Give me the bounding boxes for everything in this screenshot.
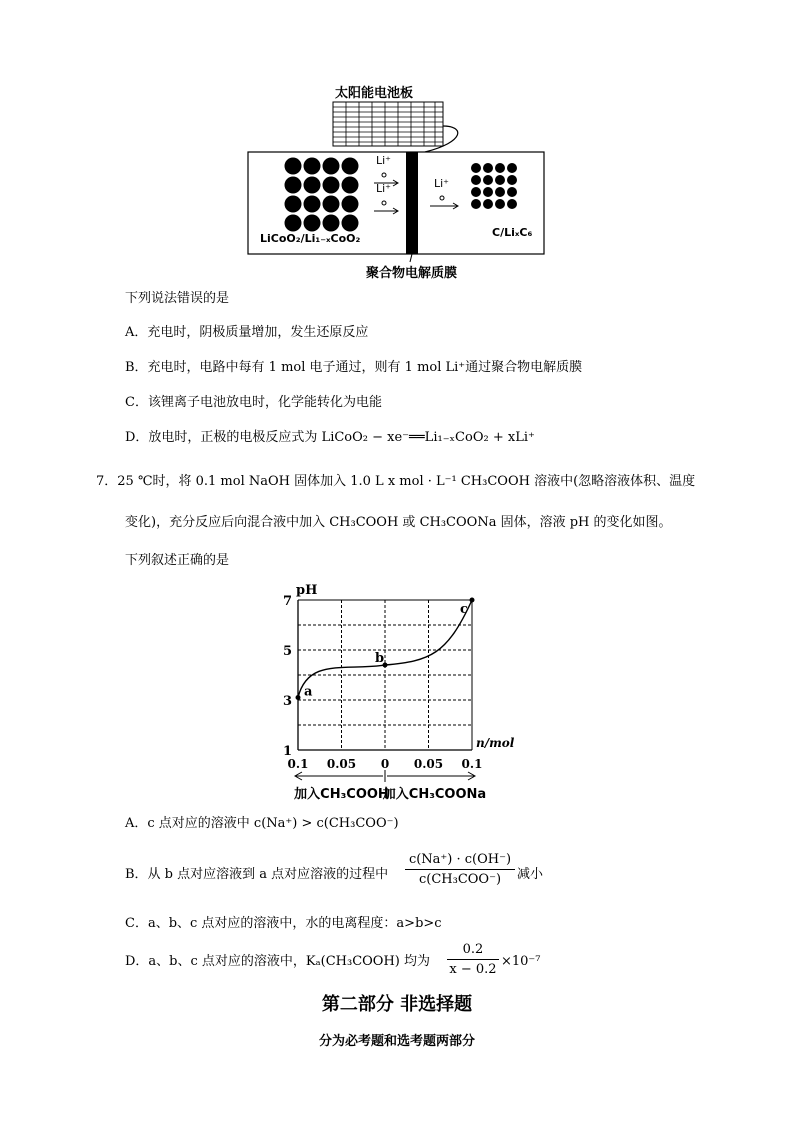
q6-option-c: C．该锂离子电池放电时，化学能转化为电能 [125, 395, 382, 410]
ion-label-2: Li⁺ [376, 182, 391, 195]
y-tick-label: 5 [282, 644, 292, 659]
q7-line1: 7．25 ℃时，将 0.1 mol NaOH 固体加入 1.0 L x mol · L⁻¹ CH₃COOH 溶液中(忽略溶液体积、温度 [96, 474, 696, 489]
ion-label-1: Li⁺ [376, 154, 391, 167]
left-arrow-label: 加入CH₃COOH [294, 787, 389, 800]
solar-panel-grid [333, 102, 443, 146]
point-label-b: b [375, 651, 385, 666]
part2-subtitle: 分为必考题和选考题两部分 [318, 1034, 475, 1049]
q7-option-d-prefix: D．a、b、c 点对应的溶液中，Kₐ(CH₃COOH) 均为 [125, 954, 431, 969]
x-tick-label: 0.1 [287, 757, 309, 771]
point-a [296, 695, 301, 700]
x-tick-label: 0.1 [461, 757, 483, 771]
cathode-label: LiCoO₂/Li₁₋ₓCoO₂ [260, 232, 361, 245]
ph-chart-svg [270, 578, 530, 800]
right-arrow-label: 加入CH₃COONa [382, 787, 487, 800]
ion-label-3: Li⁺ [434, 177, 449, 190]
battery-svg [240, 80, 550, 280]
q7-option-b-suffix: 减小 [517, 867, 544, 882]
y-tick-label: 1 [282, 744, 292, 759]
q7-option-b [125, 852, 685, 898]
q7-option-b-denominator: c(CH₃COO⁻) [418, 872, 502, 887]
y-axis-label: pH [296, 583, 318, 598]
q7-option-b-fraction [405, 852, 515, 887]
q7-stem: 下列叙述正确的是 [125, 553, 230, 568]
x-tick-label: 0 [380, 757, 390, 771]
q7-option-d-numerator: 0.2 [447, 942, 499, 960]
part2-title: 第二部分 非选择题 [321, 994, 473, 1015]
q7-option-d-denominator: x − 0.2 [449, 962, 497, 977]
anode-label: C/LiₓC₆ [492, 226, 533, 239]
q7-option-b-numerator: c(Na⁺) · c(OH⁻) [405, 852, 515, 870]
q7-option-a: A．c 点对应的溶液中 c(Na⁺) > c(CH₃COO⁻) [125, 816, 399, 831]
x-tick-label: 0.05 [413, 757, 444, 771]
q6-option-d: D．放电时，正极的电极反应式为 LiCoO₂ − xe⁻══Li₁₋ₓCoO₂ + xLi⁺ [125, 430, 535, 445]
membrane [406, 152, 418, 254]
q7-option-d-suffix: ×10⁻⁷ [501, 954, 541, 969]
point-label-c: c [460, 602, 468, 617]
membrane-label: 聚合物电解质膜 [366, 266, 458, 281]
point-c [470, 598, 475, 603]
q6-option-b: B．充电时，电路中每有 1 mol 电子通过，则有 1 mol Li⁺通过聚合物电解质膜 [125, 360, 583, 375]
battery-diagram [240, 80, 550, 280]
q6-stem: 下列说法错误的是 [125, 291, 230, 306]
q7-line2: 变化)，充分反应后向混合液中加入 CH₃COOH 或 CH₃COONa 固体，溶液 pH 的变化如图。 [125, 515, 672, 530]
x-tick-label: 0.05 [326, 757, 357, 771]
ph-chart [270, 578, 530, 800]
solar-panel-label: 太阳能电池板 [335, 86, 414, 101]
q7-option-c: C．a、b、c 点对应的溶液中，水的电离程度：a>b>c [125, 916, 442, 931]
q6-option-a: A．充电时，阴极质量增加，发生还原反应 [125, 325, 369, 340]
q7-option-d [125, 942, 685, 984]
x-axis-label: n/mol [476, 736, 515, 750]
y-tick-label: 7 [282, 594, 292, 609]
q7-option-d-fraction [447, 942, 499, 977]
q7-option-b-prefix: B．从 b 点对应溶液到 a 点对应溶液的过程中 [125, 867, 389, 882]
point-label-a: a [304, 684, 313, 700]
y-tick-label: 3 [282, 694, 292, 709]
